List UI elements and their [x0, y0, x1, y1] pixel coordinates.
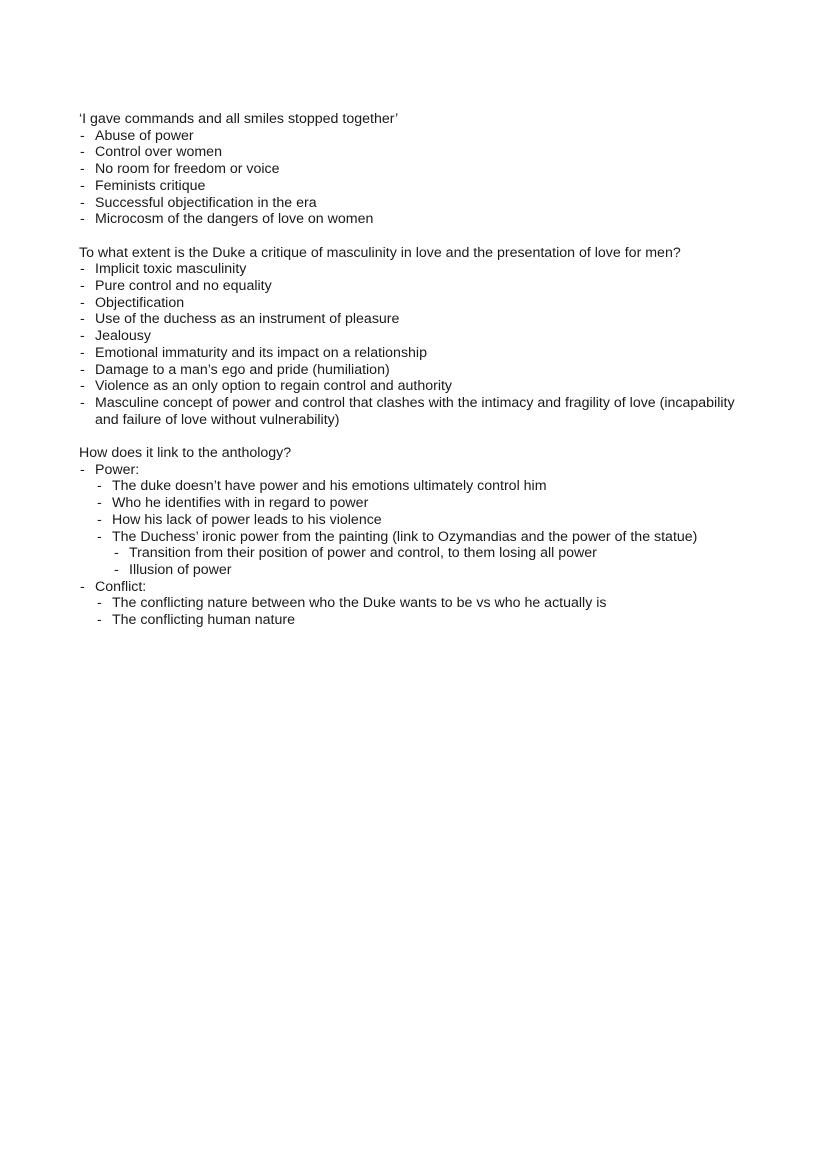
- list-item: - Emotional immaturity and its impact on a relationship: [79, 345, 779, 362]
- power-label: Power:: [95, 461, 140, 478]
- masculinity-question: To what extent is the Duke a critique of masculinity in love and the presentation of love for men?: [79, 244, 681, 261]
- list-item: - The conflicting nature between who the Duke wants to be vs who he actually is: [96, 595, 779, 612]
- anthology-question: How does it link to the anthology?: [79, 445, 292, 462]
- duchess-power-sublist: [113, 545, 779, 578]
- conflict-label: Conflict:: [95, 578, 147, 595]
- list-item: - Successful objectification in the era: [79, 195, 779, 212]
- quote-heading: ‘I gave commands and all smiles stopped together’: [79, 111, 399, 127]
- list-item: - Damage to a man’s ego and pride (humiliation): [79, 362, 779, 379]
- list-item: - The duke doesn’t have power and his emotions ultimately control him: [96, 478, 779, 495]
- list-item: - Objectification: [79, 295, 779, 312]
- list-item-text: - The Duchess’ ironic power from the painting (link to Ozymandias and the power of the statue): [112, 528, 698, 545]
- section-quote: [79, 111, 779, 228]
- list-item: - Control over women: [79, 144, 779, 161]
- power-sublist: [96, 478, 779, 578]
- section-masculinity: [79, 245, 779, 429]
- list-item: - Illusion of power: [113, 562, 779, 579]
- anthology-notes-list: [79, 462, 779, 629]
- conflict-sublist: [96, 595, 779, 628]
- list-item: - Microcosm of the dangers of love on women: [79, 211, 779, 228]
- power-item: [79, 462, 779, 579]
- list-item: - Who he identifies with in regard to power: [96, 495, 779, 512]
- list-item: - Implicit toxic masculinity: [79, 261, 779, 278]
- quote-notes-list: [79, 128, 779, 228]
- list-item: - Violence as an only option to regain control and authority: [79, 378, 779, 395]
- list-item: - Jealousy: [79, 328, 779, 345]
- conflict-item: [79, 579, 779, 629]
- list-item: - Abuse of power: [79, 128, 779, 145]
- list-item: - How his lack of power leads to his violence: [96, 512, 779, 529]
- masculinity-notes-list: [79, 261, 779, 428]
- section-anthology: [79, 445, 779, 629]
- list-item: - Use of the duchess as an instrument of pleasure: [79, 311, 779, 328]
- list-item: - Feminists critique: [79, 178, 779, 195]
- list-item: - Transition from their position of power and control, to them losing all power: [113, 545, 779, 562]
- list-item: - Pure control and no equality: [79, 278, 779, 295]
- duchess-power-item: [96, 529, 779, 579]
- list-item: - The conflicting human nature: [96, 612, 779, 629]
- list-item: - Masculine concept of power and control that clashes with the intimacy and fragility of love (incapability and failure of love without vulnerability): [79, 395, 735, 428]
- document-body: [79, 111, 779, 645]
- list-item: - No room for freedom or voice: [79, 161, 779, 178]
